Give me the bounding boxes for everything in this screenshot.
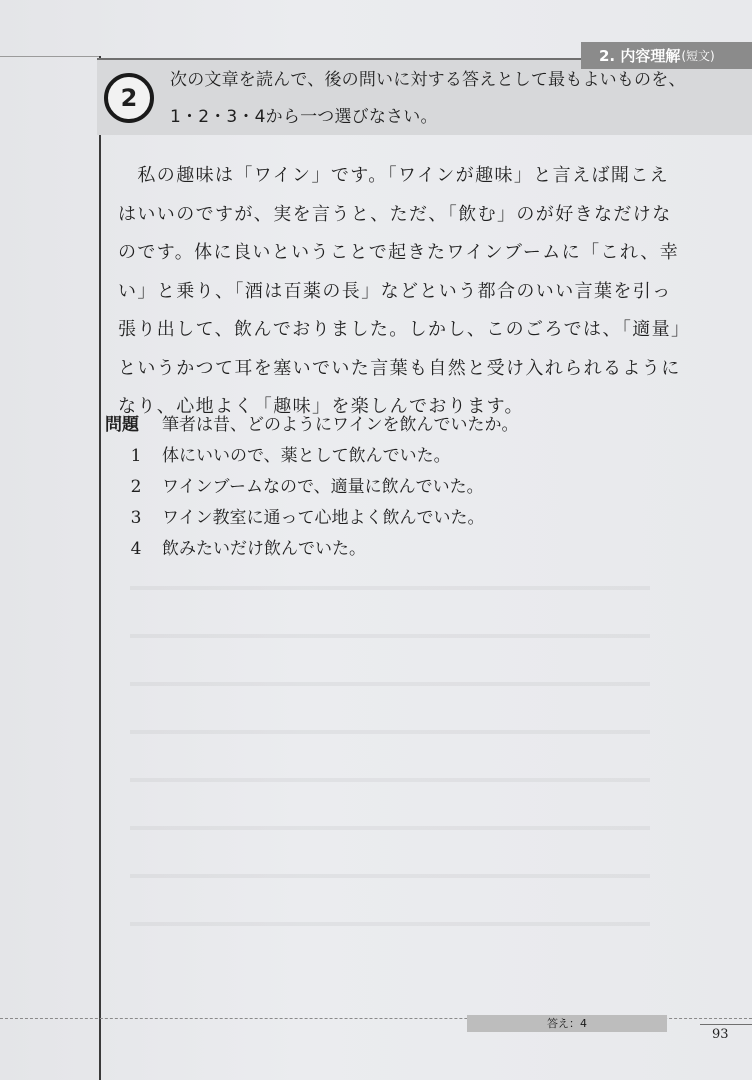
answer-option[interactable] [105, 472, 665, 503]
instruction-line: 1・2・3・4から一つ選びなさい。 [170, 107, 438, 127]
option-text: ワイン教室に通って心地よく飲んでいた。 [162, 508, 485, 528]
option-number: 3 [130, 508, 142, 528]
problem-label: 問題 [105, 415, 139, 435]
passage-line: い」と乗り、「酒は百薬の長」などという都合のいい言葉を引っ [118, 280, 672, 302]
option-number: 1 [130, 446, 142, 466]
problem-block [105, 410, 665, 565]
passage-line: なり、心地よく「趣味」を楽しんでおります。 [118, 396, 524, 417]
reading-passage [118, 157, 718, 427]
problem-text: 筆者は昔、どのようにワインを飲んでいたか。 [162, 415, 519, 435]
question-number-badge [104, 73, 154, 123]
question-number: 2 [120, 84, 138, 112]
answer-option[interactable] [105, 441, 665, 472]
top-divider [0, 56, 99, 57]
option-text: ワインブームなので、適量に飲んでいた。 [162, 477, 484, 497]
passage-line: はいいのですが、実を言うと、ただ、「飲む」のが好きなだけな [118, 203, 672, 225]
answer-option[interactable] [105, 503, 665, 534]
instruction [170, 62, 740, 136]
passage-line: というかつて耳を塞いでいた言葉も自然と受け入れられるように [118, 357, 681, 379]
passage-line: 張り出して、飲んでおりました。しかし、このごろでは、「適量」 [118, 319, 691, 340]
option-number: 2 [130, 477, 142, 497]
answer-option[interactable] [105, 534, 665, 565]
option-number: 4 [130, 539, 142, 559]
section-sublabel: (短文) [681, 49, 715, 63]
problem-prompt [105, 410, 665, 441]
instruction-line: 次の文章を読んで、後の問いに対する答えとして最もよいものを、 [170, 70, 686, 90]
answer-key: 答え：4 [467, 1015, 667, 1032]
section-label: 2. 内容理解 [599, 47, 681, 65]
option-text: 飲みたいだけ飲んでいた。 [162, 539, 366, 559]
passage-line: のです。体に良いということで起きたワインブームに「これ、幸 [118, 242, 680, 263]
page-number: 93 [712, 1027, 729, 1042]
passage-line: 私の趣味は「ワイン」です。「ワインが趣味」と言えば聞こえ [118, 165, 670, 186]
margin-rule [99, 56, 101, 1080]
page-number-rule [700, 1024, 752, 1025]
option-text: 体にいいので、薬として飲んでいた。 [162, 446, 451, 466]
